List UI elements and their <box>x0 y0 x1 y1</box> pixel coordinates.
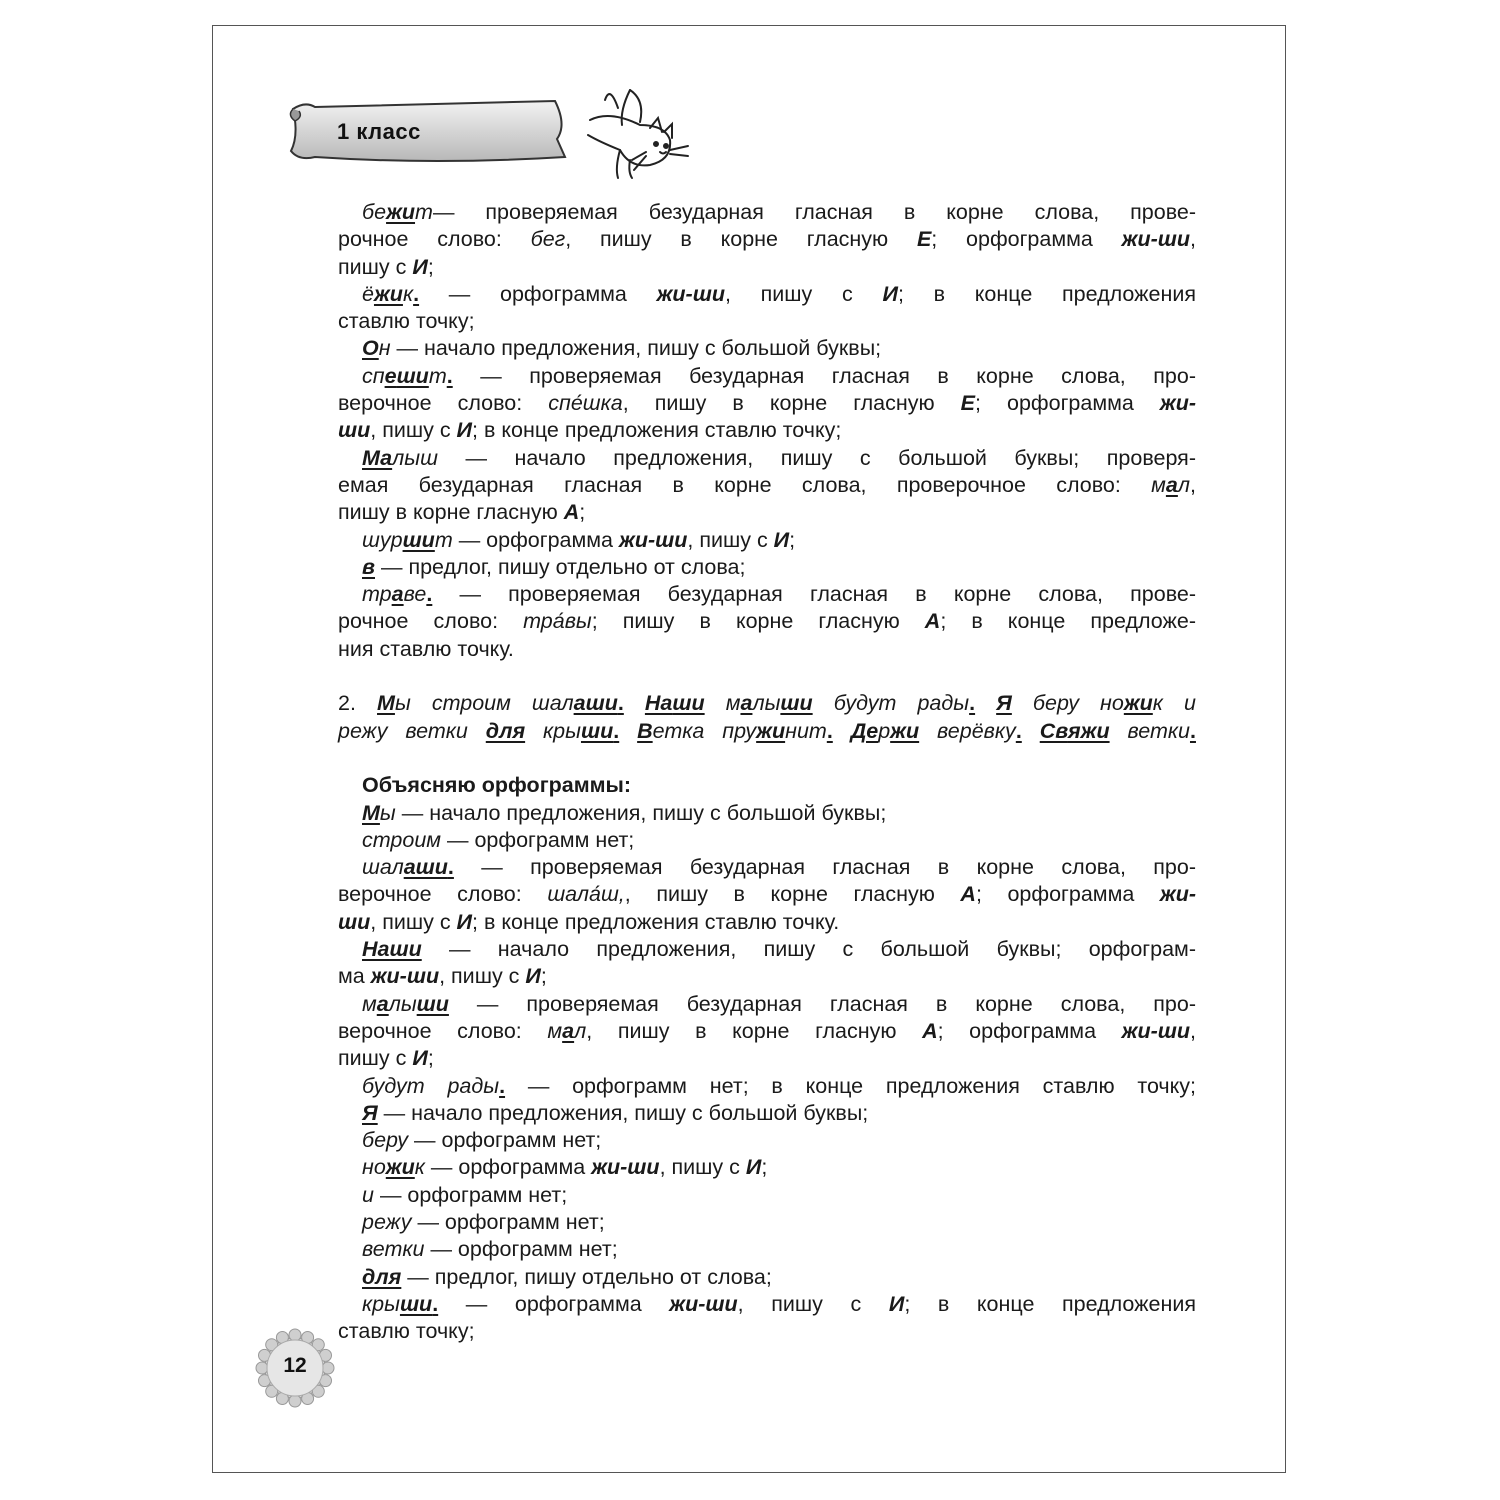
text-segment: ния ставлю точку. <box>338 636 514 661</box>
text-line <box>338 581 1196 608</box>
grade-title: 1 класс <box>337 119 421 144</box>
text-segment: режу <box>362 1209 412 1234</box>
text-segment: жи <box>756 718 786 743</box>
text-line <box>338 254 1196 281</box>
text-segment: к <box>414 1155 425 1180</box>
text-segment <box>975 691 996 715</box>
text-segment: . <box>447 855 454 880</box>
text-segment: ; <box>579 500 586 525</box>
page-number: 12 <box>283 1354 307 1377</box>
text-segment: В <box>637 718 653 743</box>
text-line <box>338 991 1196 1018</box>
text-segment: ; в конце предложения <box>904 1291 1196 1316</box>
text-segment: яжи <box>1067 718 1110 743</box>
text-segment: е <box>384 363 397 388</box>
text-segment: ставлю точку; <box>338 309 475 334</box>
text-segment: лыш <box>392 445 438 470</box>
text-segment: аши <box>573 691 618 716</box>
text-segment: м <box>547 1018 563 1043</box>
text-segment: жи-ши <box>656 281 725 306</box>
text-segment: верочное слово: <box>338 1018 548 1043</box>
text-segment: бе <box>362 200 387 224</box>
text-segment: . <box>413 281 420 306</box>
text-segment: рочное слово: <box>338 609 524 634</box>
text-segment: , пишу с <box>737 1291 889 1316</box>
text-line <box>338 854 1196 881</box>
text-block <box>338 199 1196 1345</box>
text-line <box>338 636 1196 663</box>
text-line <box>338 963 1196 990</box>
text-segment: а <box>562 1018 575 1043</box>
text-segment: , пишу с <box>724 281 883 306</box>
text-segment: рочное слово: <box>338 227 531 252</box>
text-segment: нит <box>785 718 827 743</box>
text-line <box>338 281 1196 308</box>
text-segment: емая безударная гласная в корне слова, проверочное слово: <box>338 472 1152 497</box>
text-segment: для <box>485 718 526 743</box>
text-segment: , пишу в корне гласную <box>586 1018 923 1043</box>
text-segment: — начало предложения, пишу с большой буквы; проверя- <box>437 445 1196 470</box>
spacer <box>338 663 1196 690</box>
text-segment: ; орфограмма <box>975 882 1160 907</box>
text-segment: А <box>563 500 580 525</box>
text-segment: Объясняю орфограммы: <box>362 773 632 798</box>
text-segment: , пишу в корне гласную <box>565 227 917 252</box>
text-segment: А <box>922 1018 938 1043</box>
text-segment: ; в конце предложе- <box>940 609 1196 634</box>
text-line <box>338 363 1196 390</box>
text-segment: ве <box>403 582 427 607</box>
text-line <box>338 800 1196 827</box>
text-segment: жи- <box>1159 391 1196 416</box>
text-segment: . <box>446 363 453 388</box>
text-segment: а <box>1165 472 1178 497</box>
text-segment: , пишу с <box>370 418 457 443</box>
text-segment: ; <box>540 964 547 989</box>
text-segment: — орфограмм нет; <box>441 827 635 852</box>
text-segment: И <box>773 527 790 552</box>
text-segment: ставлю точку; <box>338 1319 475 1344</box>
text-segment: кры <box>525 718 581 743</box>
text-line <box>338 936 1196 963</box>
text-segment: ы строим шал <box>394 691 574 716</box>
text-line <box>338 1236 1196 1263</box>
text-segment: О <box>362 336 379 361</box>
text-segment: пишу с <box>338 254 413 279</box>
text-segment: етка пру <box>652 718 757 743</box>
text-segment: И <box>412 1046 428 1071</box>
text-segment: , пишу с <box>687 527 774 552</box>
text-segment: строим <box>362 827 442 852</box>
text-segment: жи <box>373 281 403 306</box>
text-segment: . <box>617 691 624 716</box>
text-segment: , <box>1190 227 1196 252</box>
text-segment: ши <box>389 937 422 962</box>
text-line <box>338 1318 1196 1345</box>
text-segment: жи-ши <box>669 1291 738 1316</box>
text-segment: — начало предложения, пишу с большой буквы; <box>395 800 887 825</box>
text-segment: , пишу с <box>659 1155 746 1180</box>
text-segment: . <box>1015 718 1022 743</box>
text-segment: жи-ши <box>370 964 440 989</box>
text-segment: И <box>412 254 428 279</box>
text-segment: верочное слово: <box>338 882 548 907</box>
text-segment: И <box>456 909 473 934</box>
text-segment: бег <box>530 227 566 252</box>
text-segment: лы <box>752 691 781 716</box>
text-segment: Я <box>996 691 1012 716</box>
text-segment: ; в конце предложения <box>897 281 1197 306</box>
text-segment: и <box>362 1182 374 1207</box>
text-segment: ; <box>789 527 796 552</box>
text-line <box>338 335 1196 362</box>
text-segment: а <box>740 691 753 716</box>
text-segment: лы <box>388 991 417 1016</box>
text-segment: верочное слово: <box>338 391 549 416</box>
text-segment: — начало предложения, пишу с большой буквы; <box>377 1100 869 1125</box>
text-segment: ши <box>399 1291 433 1316</box>
text-segment: , пишу с <box>370 909 457 934</box>
text-segment: И <box>456 418 473 443</box>
text-segment: — орфограмма <box>452 527 619 552</box>
text-segment: М <box>362 800 380 825</box>
text-line <box>338 690 1196 717</box>
text-segment: жи-ши <box>619 527 688 552</box>
text-segment: н <box>378 336 391 361</box>
text-segment: т <box>415 200 433 224</box>
text-line <box>338 881 1196 908</box>
text-segment: 2. <box>338 691 378 716</box>
text-line <box>338 390 1196 417</box>
text-segment: Я <box>362 1100 378 1125</box>
text-segment: — орфограмма <box>424 1155 592 1180</box>
text-segment: шала́ш, <box>547 882 625 907</box>
text-segment: — орфограмм нет; в конце предложения ставлю точку; <box>505 1073 1197 1098</box>
text-segment: И <box>525 964 541 989</box>
text-segment: будут рады <box>362 1073 500 1098</box>
text-segment: , <box>1190 1018 1196 1043</box>
text-segment: ши <box>338 418 371 443</box>
text-segment: пишу с <box>338 1046 413 1071</box>
text-line <box>338 308 1196 335</box>
text-line <box>338 1291 1196 1318</box>
text-line <box>338 608 1196 635</box>
text-segment: — начало предложения, пишу с большой буквы; <box>390 336 882 361</box>
text-segment <box>705 691 726 715</box>
text-segment: сп <box>362 363 385 388</box>
text-segment: л <box>574 1018 587 1043</box>
text-segment: . <box>499 1073 506 1098</box>
text-segment: , пишу в корне гласную <box>622 391 961 416</box>
text-segment: И <box>745 1155 762 1180</box>
text-line <box>338 527 1196 554</box>
text-segment: жи-ши <box>1121 227 1191 252</box>
text-segment: ; орфограмма <box>937 1018 1122 1043</box>
cat-illustration <box>560 80 690 180</box>
text-segment: ветки <box>1109 718 1190 743</box>
text-segment: спе́шка <box>548 391 623 416</box>
text-segment: беру <box>362 1128 409 1153</box>
text-segment: жи-ши <box>591 1155 660 1180</box>
text-segment: — проверяемая безударная гласная в корне слова, прове- <box>432 582 1196 607</box>
text-segment: ; <box>427 254 434 279</box>
text-segment: , пишу в корне гласную <box>624 882 961 907</box>
text-segment: . <box>969 691 976 716</box>
text-line <box>338 1182 1196 1209</box>
text-segment: а <box>376 991 389 1016</box>
text-segment: . <box>432 1291 439 1316</box>
text-segment: — орфограмм нет; <box>408 1128 602 1153</box>
text-segment: А <box>960 882 976 907</box>
text-segment: будут рады <box>812 691 970 716</box>
text-segment: а <box>391 582 404 607</box>
text-segment: — орфограмма <box>419 281 657 306</box>
text-segment: Е <box>916 227 932 252</box>
text-segment <box>624 691 645 715</box>
text-segment: — проверяемая безударная гласная в корне слова, про- <box>452 363 1196 388</box>
text-segment: — орфограмм нет; <box>424 1237 618 1262</box>
text-segment: верёвку <box>919 718 1016 743</box>
text-segment: И <box>882 281 898 306</box>
text-segment: ма <box>338 964 371 989</box>
text-segment: На <box>362 937 390 962</box>
text-segment: ши <box>338 909 371 934</box>
text-segment: На <box>644 691 673 716</box>
text-line <box>338 226 1196 253</box>
text-segment: ши <box>580 718 614 743</box>
text-line <box>338 1209 1196 1236</box>
text-segment: , пишу с <box>439 964 526 989</box>
text-line <box>338 554 1196 581</box>
text-segment: тра́вы <box>523 609 592 634</box>
text-segment: для <box>362 1264 402 1289</box>
text-segment: ; в конце предложения ставлю точку. <box>472 909 840 934</box>
text-line <box>338 445 1196 472</box>
text-segment: — предлог, пишу отдельно от слова; <box>401 1264 772 1289</box>
spacer <box>338 745 1196 772</box>
text-segment: . <box>826 718 833 743</box>
text-segment: ветки <box>362 1237 425 1262</box>
text-segment: в <box>362 554 375 579</box>
text-segment: жи <box>1123 691 1153 716</box>
text-segment: к и <box>1152 691 1196 716</box>
text-line <box>338 1264 1196 1291</box>
text-segment: — проверяемая безударная гласная в корне слова, про- <box>453 855 1196 880</box>
text-line <box>338 1018 1196 1045</box>
text-segment: шур <box>362 527 403 552</box>
text-segment: жи <box>385 1155 415 1180</box>
text-segment: т <box>428 363 447 388</box>
text-segment: — предлог, пишу отдельно от слова; <box>375 554 746 579</box>
text-segment <box>833 719 851 743</box>
text-segment: — орфограмм нет; <box>411 1209 605 1234</box>
text-segment: ; в конце предложения ставлю точку; <box>472 418 842 443</box>
text-segment: ши <box>780 691 813 716</box>
text-segment: жи- <box>1159 882 1196 907</box>
text-segment: аши <box>403 855 448 880</box>
text-segment: беру но <box>1011 691 1124 716</box>
text-segment: жи-ши <box>1121 1018 1191 1043</box>
text-segment: — начало предложения, пишу с большой буквы; орфограм- <box>421 937 1196 962</box>
text-segment: Е <box>960 391 976 416</box>
text-segment: Св <box>1039 718 1068 743</box>
text-segment: ; <box>427 1046 434 1071</box>
text-segment: ши <box>396 363 429 388</box>
text-segment: шал <box>362 855 404 880</box>
text-segment: . <box>426 582 433 607</box>
text-segment <box>1022 719 1040 743</box>
text-segment: т <box>434 527 453 552</box>
text-segment: ; орфограмма <box>931 227 1122 252</box>
ribbon-banner <box>285 95 570 170</box>
text-segment: режу ветки <box>338 718 486 743</box>
text-segment: ы <box>379 800 396 825</box>
text-segment: м <box>1151 472 1166 497</box>
text-segment: . <box>1189 718 1196 743</box>
text-segment <box>619 719 637 743</box>
text-segment: ; орфограмма <box>975 391 1160 416</box>
text-line <box>338 1073 1196 1100</box>
text-line <box>338 909 1196 936</box>
text-segment: , <box>1190 472 1196 497</box>
text-segment: но <box>362 1155 386 1180</box>
text-segment: М <box>377 691 395 716</box>
text-line <box>338 827 1196 854</box>
text-segment: кры <box>362 1291 400 1316</box>
text-segment: р <box>878 718 891 743</box>
text-segment: ши <box>416 991 449 1016</box>
text-segment: ; <box>761 1155 768 1180</box>
text-line <box>338 1154 1196 1181</box>
text-segment: жи <box>890 718 920 743</box>
text-line <box>338 1045 1196 1072</box>
text-segment: к <box>402 281 414 306</box>
text-segment: . <box>613 718 620 743</box>
text-segment: пишу в корне гласную <box>338 500 564 525</box>
text-line <box>338 1127 1196 1154</box>
text-segment: л <box>1177 472 1191 497</box>
text-segment: Ма <box>362 445 393 470</box>
text-segment: И <box>888 1291 905 1316</box>
text-segment: — орфограмма <box>438 1291 670 1316</box>
text-line <box>338 1100 1196 1127</box>
text-line <box>338 417 1196 444</box>
text-segment: ши <box>402 527 435 552</box>
text-line <box>338 718 1196 745</box>
text-line <box>338 772 1196 799</box>
text-line <box>338 472 1196 499</box>
text-segment: ши <box>672 691 705 716</box>
text-segment: Де <box>850 718 879 743</box>
text-segment: тр <box>362 582 392 607</box>
text-segment: ; пишу в корне гласную <box>591 609 925 634</box>
text-segment: — орфограмм нет; <box>373 1182 568 1207</box>
text-line <box>338 199 1196 226</box>
text-segment: А <box>924 609 941 634</box>
text-segment: м <box>725 691 741 716</box>
text-segment: м <box>362 991 377 1016</box>
text-segment: — проверяемая безударная гласная в корне слова, про- <box>448 991 1196 1016</box>
text-segment: ё <box>362 281 374 306</box>
text-segment: — проверяемая безударная гласная в корне слова, прове- <box>432 200 1196 224</box>
text-line <box>338 499 1196 526</box>
text-segment: жи <box>386 200 416 224</box>
